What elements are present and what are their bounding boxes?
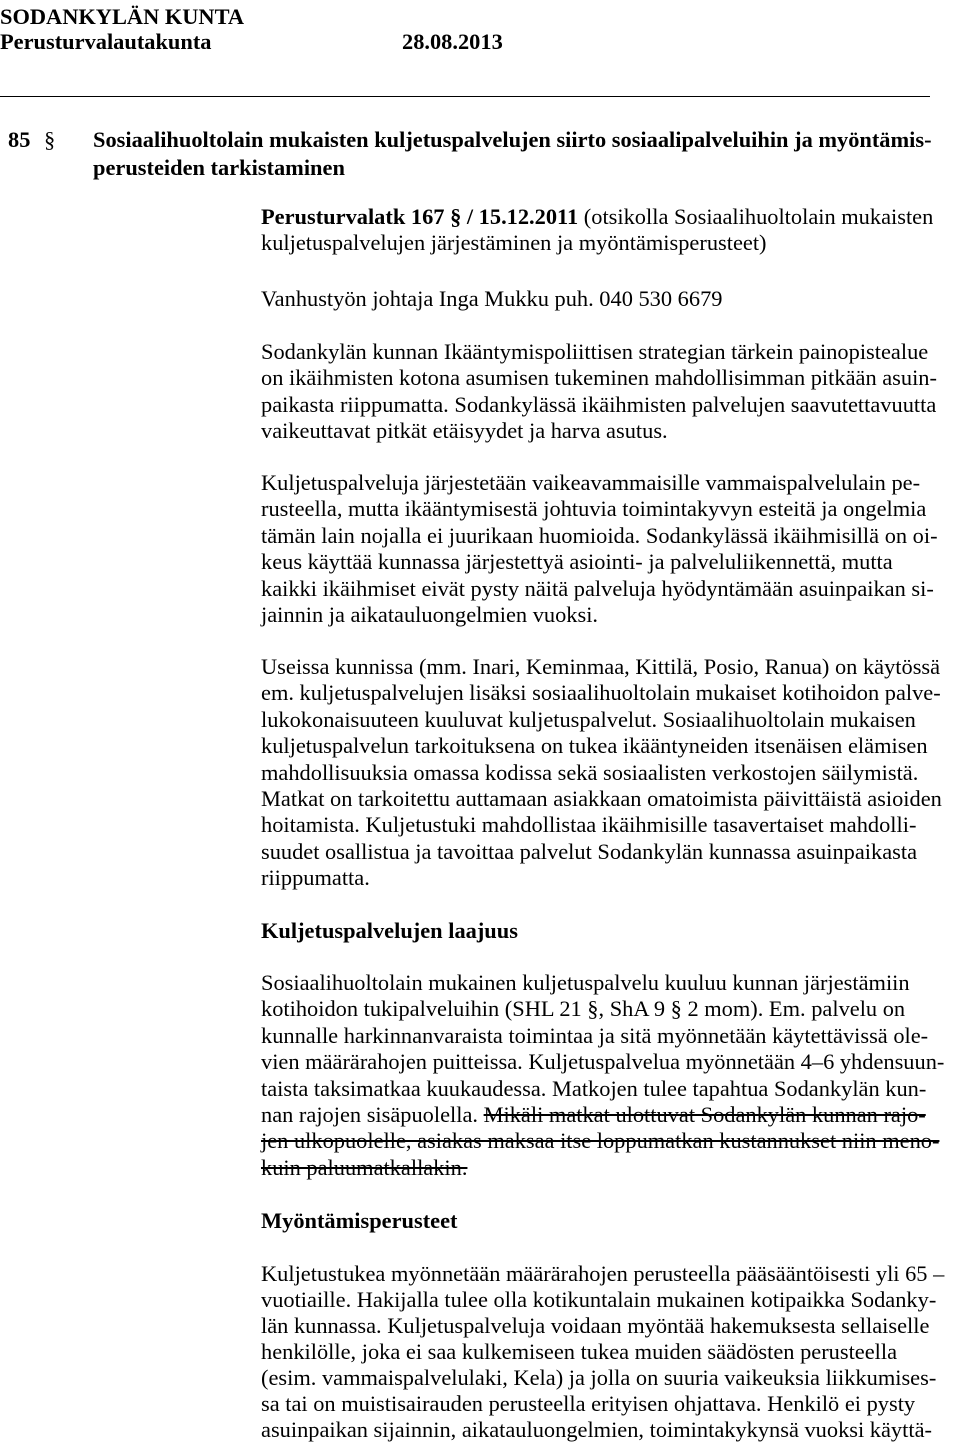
section-symbol: § [44, 127, 56, 152]
reference-block [261, 204, 951, 257]
text-line: Kuljetustukea myönnetään määrärahojen perusteella pääsääntöisesti yli 65 – [261, 1261, 945, 1286]
scope-heading-block [261, 918, 951, 944]
criteria-heading: Myöntämisperusteet [261, 1208, 458, 1233]
text-line: vaikeuttavat pitkät etäisyydet ja harva asutus. [261, 418, 668, 444]
text-line: paikasta riippumatta. Sodankylässä ikäihmisten palvelujen saavutettavuutta [261, 391, 937, 417]
presenter-line: Vanhustyön johtaja Inga Mukku puh. 040 530 6679 [261, 286, 723, 311]
text-line: Matkat on tarkoitettu auttamaan asiakkaan omatoimista päivittäistä asioiden [261, 785, 942, 811]
text-line [261, 1102, 951, 1128]
paragraph-strategy [261, 339, 951, 445]
text-line: (esim. vammaispalvelulaki, Kela) ja jolla on suuria vaikeuksia liikkumises- [261, 1365, 937, 1390]
text-line: län kunnassa. Kuljetuspalveluja voidaan myöntää hakemuksesta sellaiselle [261, 1313, 930, 1338]
reference-line [261, 204, 951, 230]
text-line: Sosiaalihuoltolain mukainen kuljetuspalvelu kuuluu kunnan järjestämiin [261, 970, 910, 995]
text-line: lukokonaisuuteen kuuluvat kuljetuspalvelut. Sosiaalihuoltolain mukaisen [261, 706, 916, 732]
text-line: vuotiaille. Hakijalla tulee olla kotikuntalain mukainen kotipaikka Sodanky- [261, 1287, 937, 1312]
committee-name: Perusturvalautakunta [0, 29, 212, 54]
text-line: riippumatta. [261, 865, 370, 891]
presenter-block [261, 286, 951, 312]
text-line: taista taksimatkaa kuukaudessa. Matkojen tulee tapahtua Sodankylän kun- [261, 1075, 927, 1101]
paragraph-transport-services [261, 470, 951, 628]
struck-text-line: jen ulkopuolelle, asiakas maksaa itse loppumatkan kustannukset niin meno- [261, 1128, 940, 1154]
text-line: kunnalle harkinnanvaraista toimintaa ja sitä myönnetään käytettävissä ole- [261, 1022, 929, 1048]
text-line: keus käyttää kunnassa järjestettyä asiointi- ja palveluliikennettä, mutta [261, 549, 893, 575]
paragraph-other-municipalities [261, 654, 951, 892]
text-line: kaikki ikäihmiset eivät pysty näitä palveluja hyödyntämään asuinpaikan si- [261, 575, 934, 601]
paragraph-scope [261, 970, 951, 1181]
text-line: henkilölle, joka ei saa kulkemiseen tukea muiden säädösten perusteella [261, 1339, 898, 1364]
text-line: vien määrärahojen puitteissa. Kuljetuspalvelua myönnetään 4–6 yhdensuun- [261, 1049, 945, 1075]
reference-decision: Perusturvalatk 167 § / 15.12.2011 [261, 204, 579, 229]
paragraph-criteria [261, 1261, 951, 1443]
text-line: Useissa kunnissa (mm. Inari, Keminmaa, Kittilä, Posio, Ranua) on käytössä [261, 654, 941, 679]
organization-name: SODANKYLÄN KUNTA [0, 4, 245, 29]
scope-heading: Kuljetuspalvelujen laajuus [261, 918, 518, 943]
reference-line: kuljetuspalvelujen järjestäminen ja myöntämisperusteet) [261, 230, 767, 256]
meeting-date: 28.08.2013 [402, 29, 503, 54]
reference-note: (otsikolla Sosiaalihuoltolain mukaisten [578, 204, 934, 229]
text-line: on ikäihmisten kotona asumisen tukeminen mahdollisimman pitkään asuin- [261, 365, 937, 391]
text-line: kotihoidon tukipalveluihin (SHL 21 §, ShA 9 § 2 mom). Em. palvelu on [261, 996, 906, 1022]
text-line: kuljetuspalvelun tarkoituksena on tukea ikääntyneiden itsenäisen elämisen [261, 733, 928, 759]
section-title-line: perusteiden tarkistaminen [93, 155, 345, 180]
text-line: jainnin ja aikatauluongelmien vuoksi. [261, 601, 599, 627]
text-line: mahdollisuuksia omassa kodissa sekä sosiaalisten verkostojen säilymistä. [261, 759, 919, 785]
section-title-line: Sosiaalihuoltolain mukaisten kuljetuspalvelujen siirto sosiaalipalveluihin ja myöntämis- [93, 127, 932, 152]
criteria-heading-block [261, 1208, 951, 1234]
text-line: tämän lain nojalla ei juurikaan huomioida. Sodankylässä ikäihmisillä on oi- [261, 522, 938, 548]
text-line: hoitamista. Kuljetustuki mahdollistaa ikäihmisille tasavertaiset mahdolli- [261, 812, 917, 838]
text-line: Kuljetuspalveluja järjestetään vaikeavammaisille vammaispalvelulain pe- [261, 470, 921, 495]
text-line: suudet osallistua ja tavoittaa palvelut Sodankylän kunnassa asuinpaikasta [261, 838, 918, 864]
text-line: sa tai on muistisairauden perusteella erityisen ohjattava. Henkilö ei pysty [261, 1391, 916, 1416]
header-divider [0, 96, 930, 97]
text-line: rusteella, mutta ikääntymisestä johtuvia toimintakyvyn esteitä ja ongelmia [261, 496, 927, 522]
struck-text: Mikäli matkat ulottuvat Sodankylän kunnan rajo- [483, 1101, 926, 1127]
text-line: em. kuljetuspalvelujen lisäksi sosiaalihuoltolain mukaiset kotihoidon palve- [261, 680, 941, 706]
text-segment: nan rajojen sisäpuolella. [261, 1101, 484, 1127]
section-number: 85 [8, 127, 31, 152]
text-line: asuinpaikan sijainnin, aikatauluongelmien, toimintakykynsä vuoksi käyttä- [261, 1417, 932, 1442]
struck-text-line: kuin paluumatkallakin. [261, 1154, 468, 1180]
text-line: Sodankylän kunnan Ikääntymispoliittisen strategian tärkein painopistealue [261, 339, 929, 364]
